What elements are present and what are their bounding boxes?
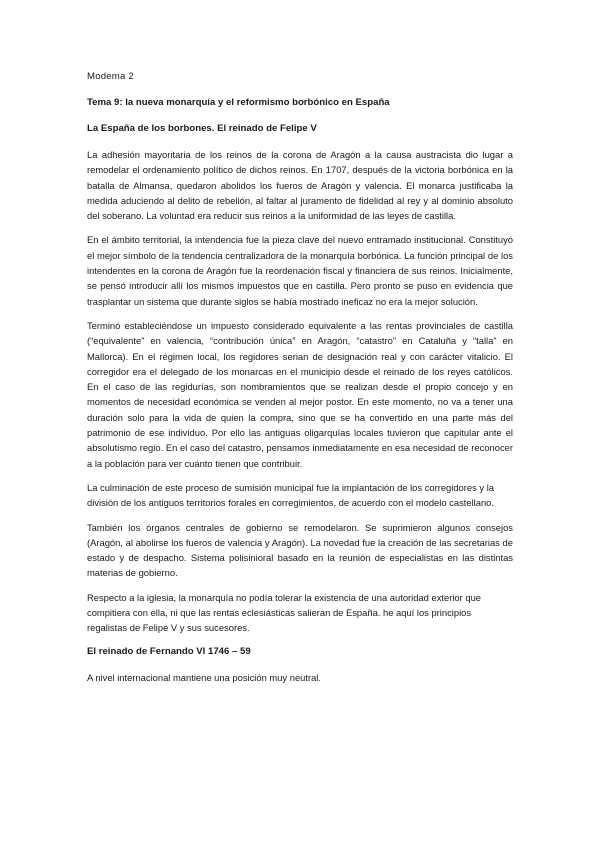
paragraph-organos-centrales: También los órganos centrales de gobierno se remodelaron. Se suprimieron algunos consejos (Aragón, al abolirse los fueros de valencia y Aragón). La novedad fue la creación de las secretarias de estado y de despacho. Sistema polisinioral basado en la reunión de especialistas en las distintas materias de gobierno. <box>87 521 513 579</box>
paragraph-adhesion: La adhesión mayoritaria de los reinos de la corona de Aragón a la causa austracista dio lugar a remodelar el ordenamiento político de dichos reinos. En 1707, después de la victoria borbónica en la batalla de Almansa, quedaron abolidos los fueros de Aragón y valencia. El monarca justificaba la medida aduciendo al delito de rebelión, al faltar al juramento de fidelidad al rey y al dominio absoluto del soberano. La voluntad era reducir sus reinos a la uniformidad de las leyes de castilla. <box>87 149 513 222</box>
paragraph-iglesia: Respecto a la iglesia, la monarquía no podía tolerar la existencia de una autoridad exterior que compitiera con ella, ni que las rentas eclesiásticas salieran de España. he aquí los principios regalistas de Felipe V y sus sucesores. <box>87 591 481 634</box>
section-title-felipe-v: La España de los borbones. El reinado de Felipe V <box>87 123 317 134</box>
document-title: Tema 9: la nueva monarquía y el reformismo borbónico en España <box>87 97 390 108</box>
section-title-fernando-vi: El reinado de Fernando VI 1746 – 59 <box>87 645 251 657</box>
paragraph-intendencia: En el ámbito territorial, la intendencia fue la pieza clave del nuevo entramado institucional. Constituyó el mejor símbolo de la tendencia centralizadora de la monarquía borbónica. La función principal de los intendentes en la corona de Aragón fue la reordenación fiscal y financiera de sus reinos. Inicialmente, se pensó introducir allí los mismos impuestos que en castilla. Pero pronto se puso en evidencia que trasplantar un sistema que durante siglos se había mostrado ineficaz no era la mejor solución. <box>87 234 513 307</box>
paragraph-corregidores: La culminación de este proceso de sumisión municipal fue la implantación de los corregidores y la división de los antiguos territorios forales en corregimientos, de acuerdo con el modelo castellano. <box>87 481 494 509</box>
paragraph-impuesto: Terminó estableciéndose un impuesto considerado equivalente a las rentas provinciales de castilla (“equivalente” en valencia, “contribución única” en Aragón, “catastro” en Cataluña y “talla” en Mallorca). En el régimen local, los regidores serian de designación real y con carácter vitalicio. El corregidor era el delegado de los monarcas en el municipio desde el reinado de los reyes católicos. En el caso de las regidurías, son nombramientos que se realizan desde el propio concejo y en momentos de necesidad económica se venden al mejor postor. En este momento, no va a tener una duración solo para la vida de quien la compra, sino que se ha convertido en una parte más del patrimonio de ese individuo. Por ello las antiguas oligarquías locales tuvieron que capitular ante el absolutismo regio. En el caso del catastro, pensamos inmediatamente en esa necesidad de reconocer a la población para ver cuánto tienen que contribuir. <box>87 319 513 469</box>
paragraph-internacional: A nivel internacional mantiene una posición muy neutral. <box>87 671 321 683</box>
document-content <box>87 70 513 694</box>
document-header: Modema 2 <box>87 71 134 82</box>
